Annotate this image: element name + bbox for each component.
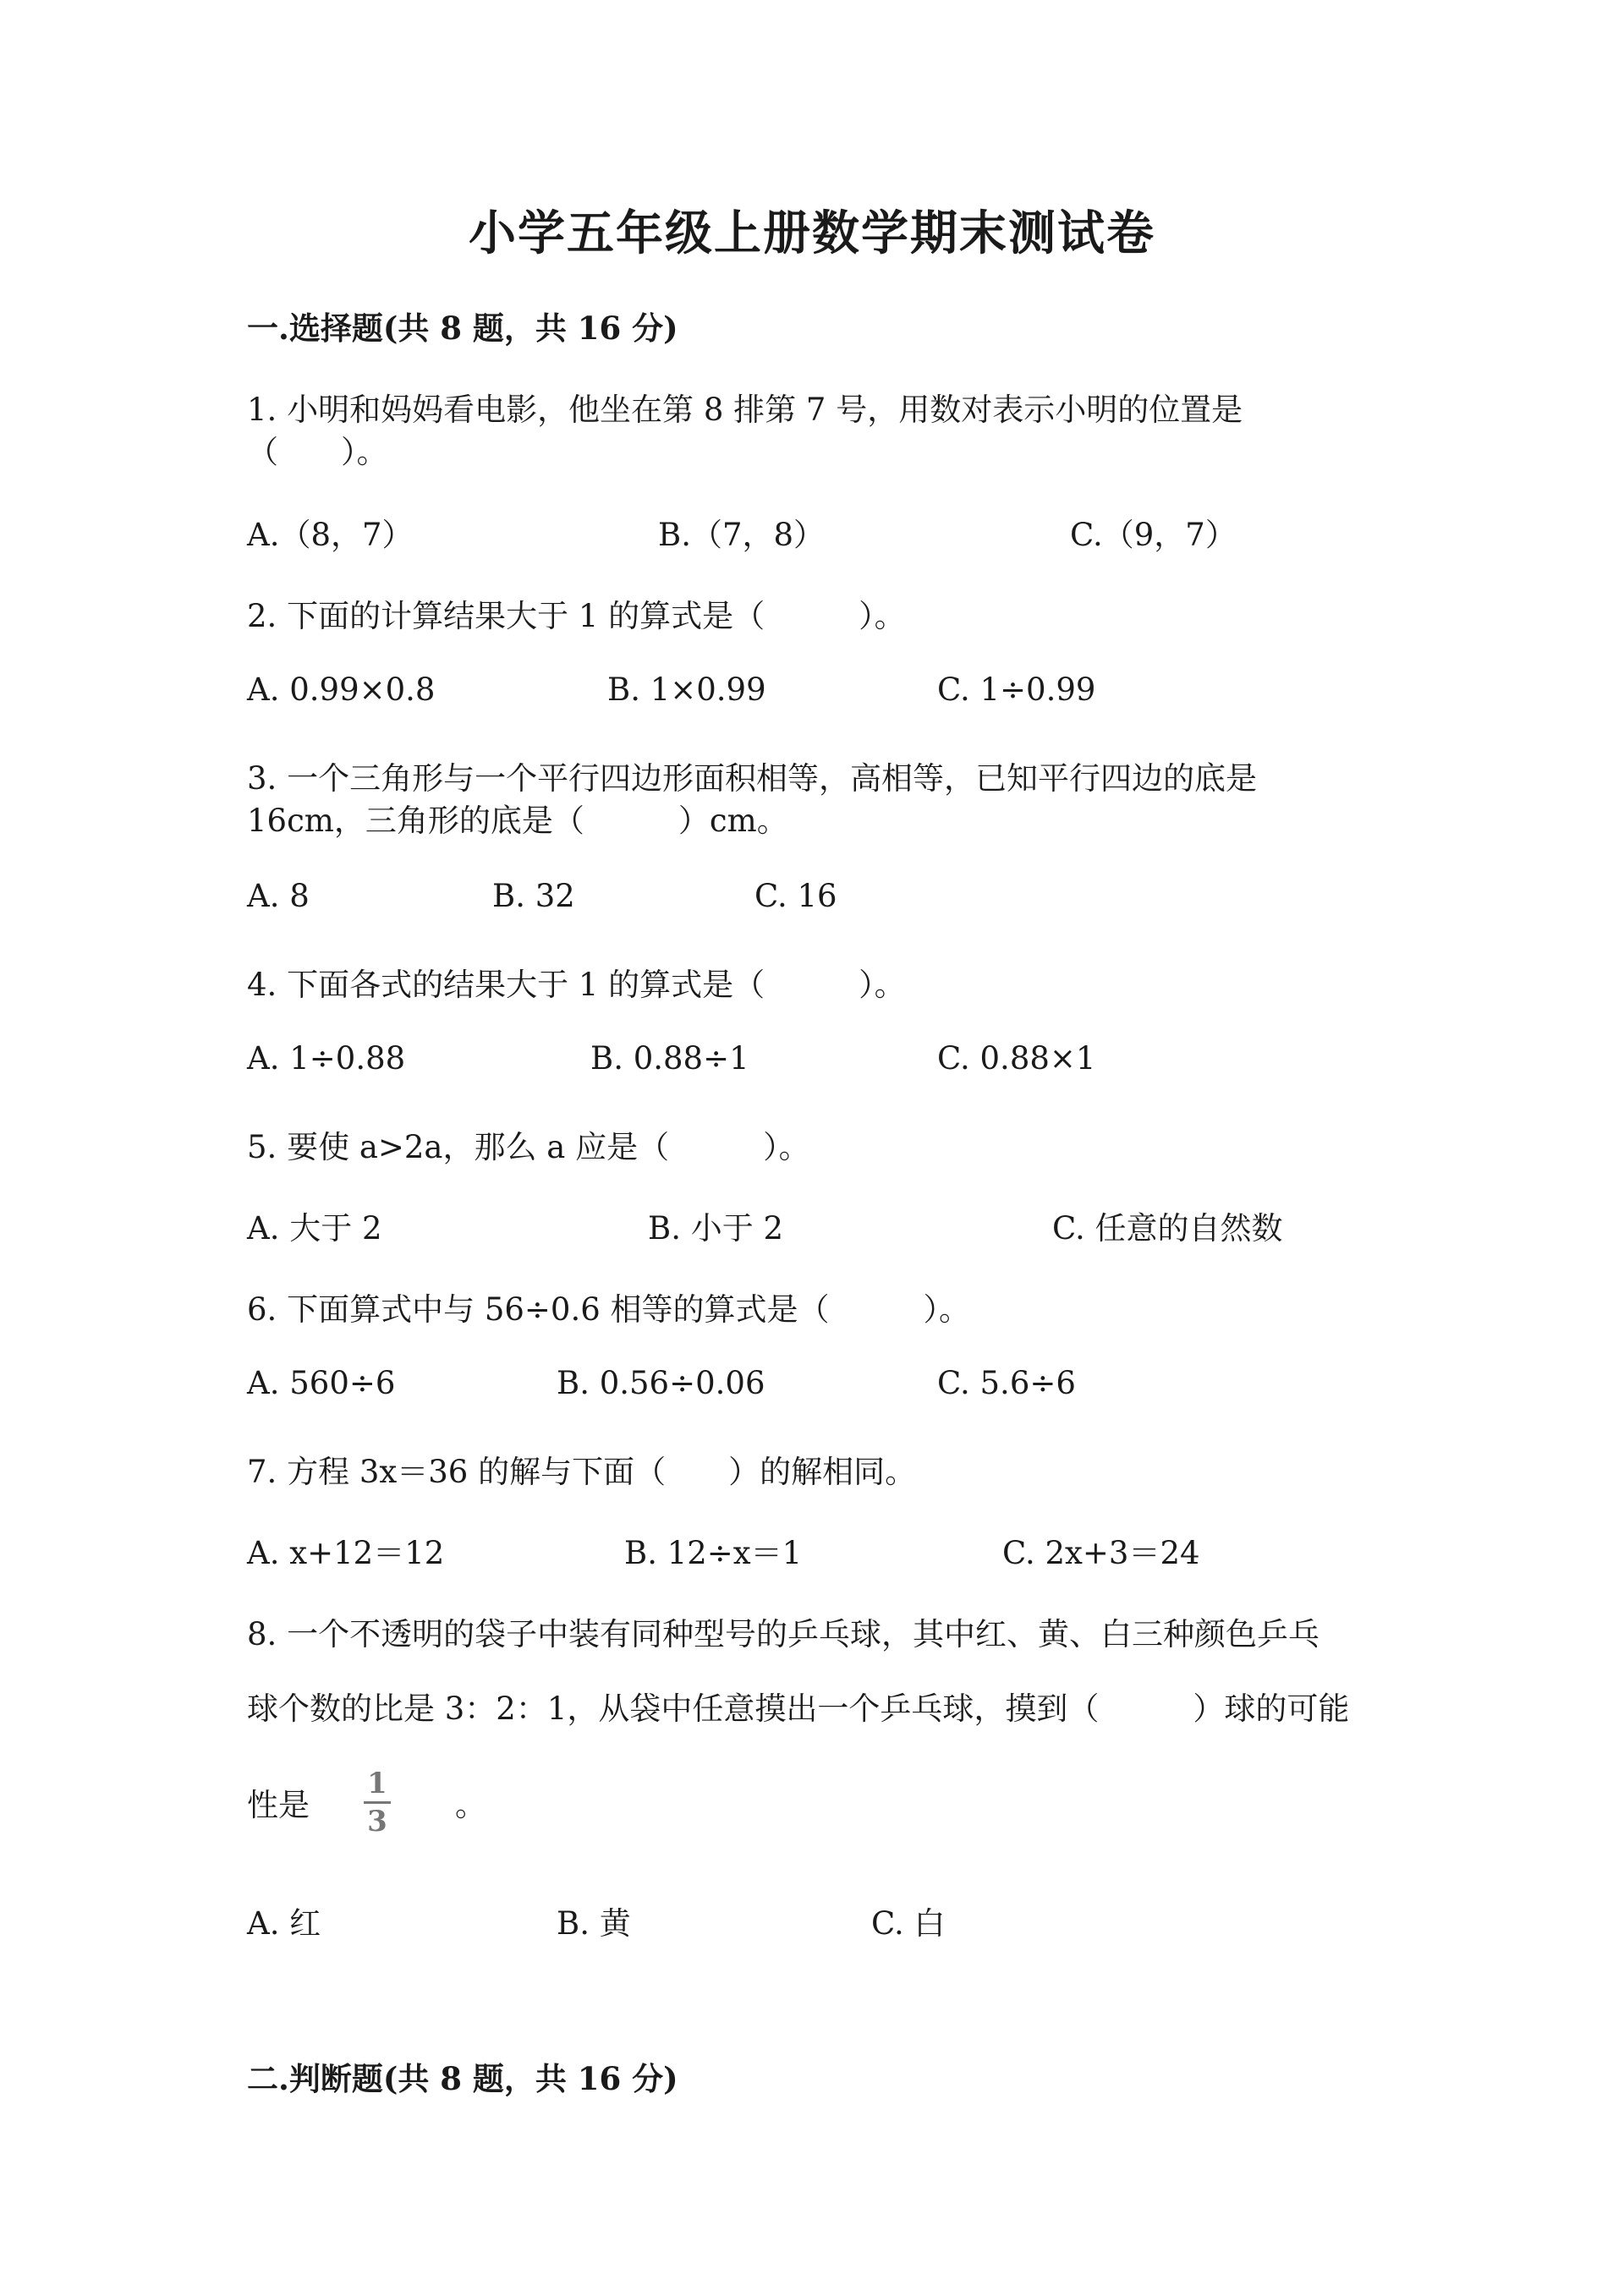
question-1-line-1: 1. 小明和妈妈看电影，他坐在第 8 排第 7 号，用数对表示小明的位置是 [247,392,1243,428]
question-7-option-b: B. 12÷x＝1 [624,1535,803,1571]
question-4-line-1: 4. 下面各式的结果大于 1 的算式是（ ）。 [247,967,906,1003]
fraction-bar [364,1801,391,1804]
question-3-line-1: 3. 一个三角形与一个平行四边形面积相等，高相等，已知平行四边的底是 [247,760,1258,797]
question-6-option-c: C. 5.6÷6 [937,1365,1076,1401]
page-title: 小学五年级上册数学期末测试卷 [469,205,1155,261]
question-8-option-c: C. 白 [871,1905,946,1942]
question-6-option-b: B. 0.56÷0.06 [557,1365,765,1401]
question-2-line-1: 2. 下面的计算结果大于 1 的算式是（ ）。 [247,598,906,634]
question-8-line-2: 球个数的比是 3：2：1，从袋中任意摸出一个乒乓球，摸到（ ）球的可能 [247,1690,1350,1727]
question-3-option-b: B. 32 [492,878,575,914]
question-5-option-a: A. 大于 2 [247,1210,382,1247]
question-4-option-a: A. 1÷0.88 [247,1040,406,1077]
question-8-option-b: B. 黄 [557,1905,631,1942]
question-2-option-b: B. 1×0.99 [607,671,766,708]
section-heading-choice: 一.选择题(共 8 题，共 16 分) [247,310,678,347]
question-8-fraction [362,1767,392,1838]
question-6-option-a: A. 560÷6 [247,1365,396,1401]
question-2-option-c: C. 1÷0.99 [937,671,1096,708]
question-7-line-1: 7. 方程 3x＝36 的解与下面（ ）的解相同。 [247,1454,917,1490]
question-6-line-1: 6. 下面算式中与 56÷0.6 相等的算式是（ ）。 [247,1291,971,1328]
question-5-line-1: 5. 要使 a>2a，那么 a 应是（ ）。 [247,1129,810,1165]
section-heading-true-false: 二.判断题(共 8 题，共 16 分) [247,2060,678,2097]
question-7-option-a: A. x+12＝12 [247,1535,445,1571]
question-1-option-c: C.（9，7） [1070,517,1237,553]
question-3-option-c: C. 16 [754,878,837,914]
question-1-line-2: （ ）。 [247,434,388,470]
fraction-denominator: 3 [367,1805,387,1838]
question-5-option-c: C. 任意的自然数 [1052,1210,1283,1247]
question-1-option-b: B.（7，8） [658,517,826,553]
question-7-option-c: C. 2x+3＝24 [1002,1535,1200,1571]
question-8-line-end: 。 [455,1787,486,1823]
question-1-option-a: A.（8，7） [247,517,414,553]
question-8-line-3: 性是 [247,1787,310,1823]
question-2-option-a: A. 0.99×0.8 [247,671,436,708]
question-3-line-2: 16cm，三角形的底是（ ）cm。 [247,803,788,839]
fraction-numerator: 1 [367,1767,387,1800]
question-5-option-b: B. 小于 2 [648,1210,784,1247]
question-8-option-a: A. 红 [247,1905,321,1942]
question-4-option-c: C. 0.88×1 [937,1040,1096,1077]
question-3-option-a: A. 8 [247,878,310,914]
question-8-line-1: 8. 一个不透明的袋子中装有同种型号的乒乓球，其中红、黄、白三种颜色乒乓 [247,1616,1320,1652]
question-4-option-b: B. 0.88÷1 [590,1040,749,1077]
